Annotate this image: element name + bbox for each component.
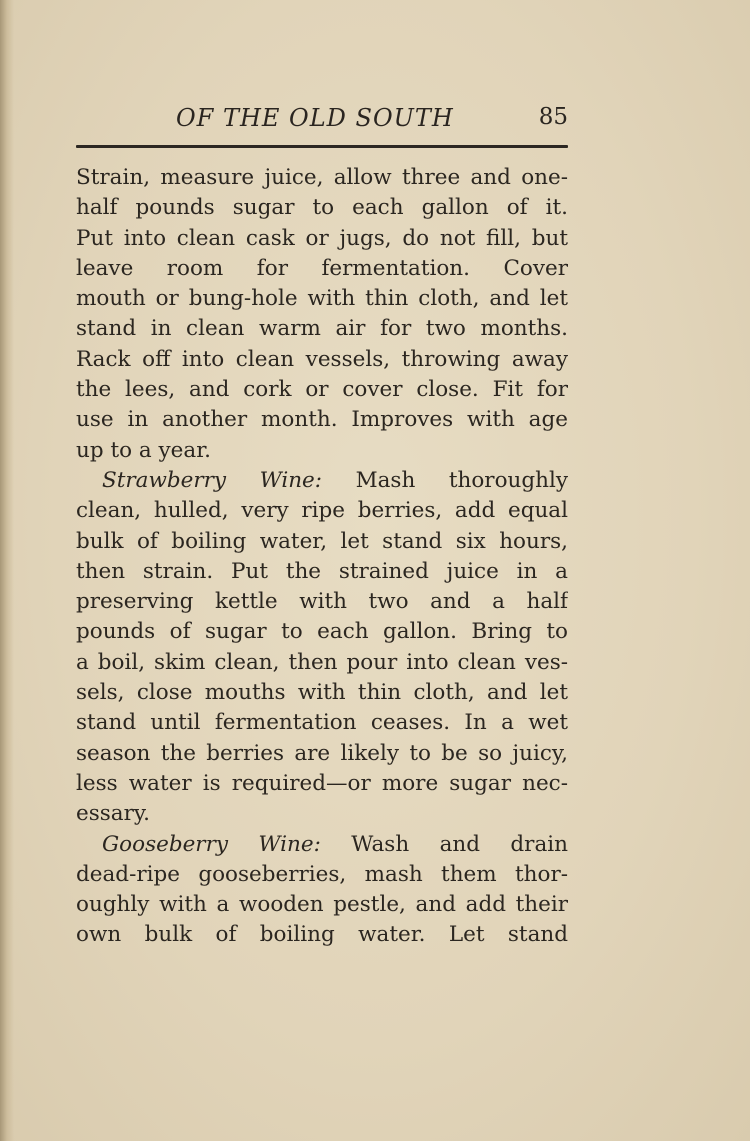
text-line: oughly with a wooden pestle, and add their [76,892,568,918]
text-line: dead-ripe gooseberries, mash them thor- [76,861,568,887]
header-rule [76,145,568,148]
text-line: Strain, measure juice, allow three and one- [76,165,568,190]
text-line: stand in clean warm air for two months. [76,316,568,342]
running-title: OF THE OLD SOUTH [176,104,454,132]
text-line: half pounds sugar to each gallon of it. [76,195,568,221]
text-line: sels, close mouths with thin cloth, and let [76,680,568,706]
text-line: mouth or bung-hole with thin cloth, and let [76,286,568,312]
running-head [76,104,568,144]
text-line: stand until fermentation ceases. In a wet [76,710,568,736]
text-line: use in another month. Improves with age [76,407,568,433]
text-line: leave room for fermentation. Cover [76,255,568,281]
recipe-line-strawberry [76,466,568,496]
text-line: up to a year. [76,437,211,463]
text-line: Rack off into clean vessels, throwing away [76,346,568,372]
text-line: season the berries are likely to be so juicy, [76,740,568,766]
text-line: preserving kettle with two and a half [76,589,568,615]
spine-shadow [0,0,14,1141]
body-text [76,163,568,951]
recipe-heading-strawberry: Strawberry Wine: [102,467,323,493]
text-line: own bulk of boiling water. Let stand [76,922,568,948]
text-fragment: Wash and drain [351,831,568,857]
text-line: then strain. Put the strained juice in a [76,558,568,584]
text-line: pounds of sugar to each gallon. Bring to [76,619,568,645]
page-number: 85 [538,104,568,130]
text-line: the lees, and cork or cover close. Fit for [76,377,568,403]
text-line: essary. [76,801,151,827]
text-line: Put into clean cask or jugs, do not fill, but [76,225,568,251]
text-line: a boil, skim clean, then pour into clean ves- [76,649,568,675]
text-line: bulk of boiling water, let stand six hours, [76,528,568,554]
text-line: clean, hulled, very ripe berries, add equal [76,498,568,524]
recipe-heading-gooseberry: Gooseberry Wine: [102,831,321,857]
recipe-line-gooseberry [76,830,568,860]
text-line: less water is required—or more sugar nec- [76,770,568,796]
text-fragment: Mash thoroughly [355,467,568,493]
